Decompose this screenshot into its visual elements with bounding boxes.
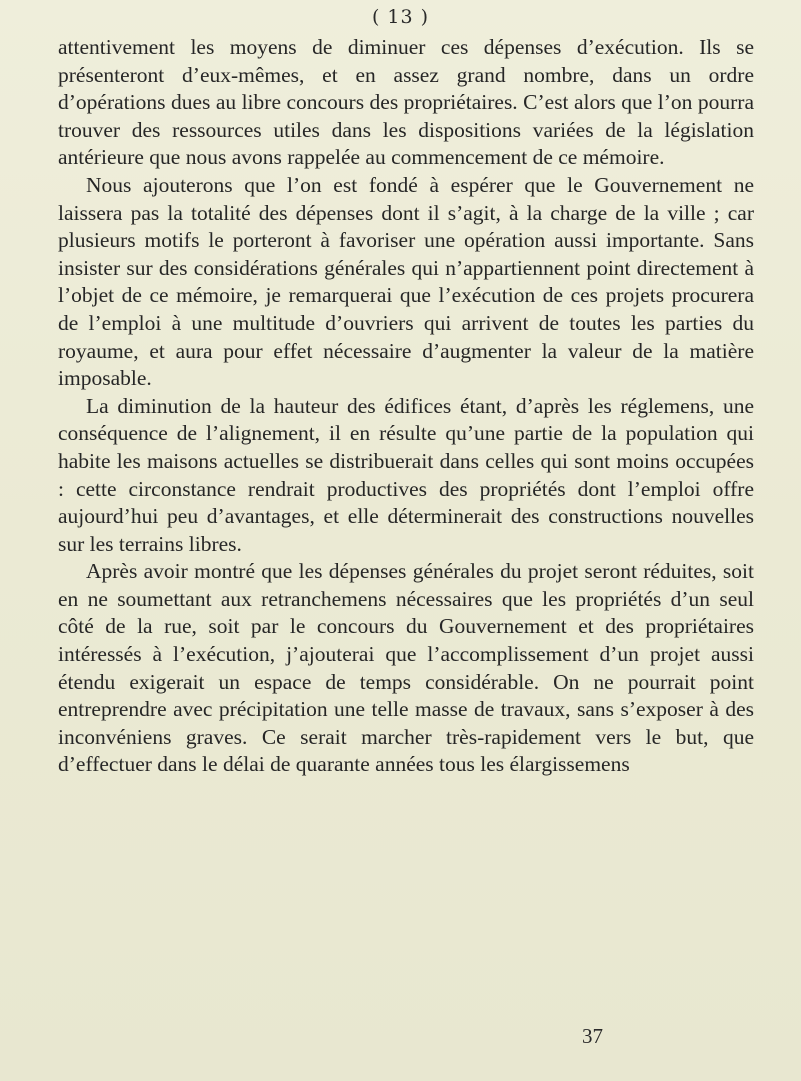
paragraph-3: La diminution de la hauteur des édifices étant, d’après les réglemens, une conséquence de l’alignement, il en résulte qu’une partie de la population qui habite les maisons actuelles se distribuerait dans celles qui sont moins occupées : cette circonstance rendrait productives des propriétés dont l’emploi offre aujourd’hui peu d’avantages, et elle déterminerait des constructions nouvelles sur les terrains libres. xyxy=(58,393,754,556)
paragraph-4: Après avoir montré que les dépenses générales du projet seront réduites, soit en ne soumettant aux retranchemens nécessaires que les propriétés d’un seul côté de la rue, soit par le concours du Gouvernement et des propriétaires intéressés à l’exécution, j’ajouterai que l’accomplissement d’un projet aussi étendu exigerait un espace de temps considérable. On ne pourrait point entreprendre avec précipitation une telle masse de travaux, sans s’exposer à des inconvéniens graves. Ce serait marcher très-rapidement vers le but, que d’effectuer dans le délai de quarante années tous les élargissemens xyxy=(58,559,754,777)
page-number-header: ( 13 ) xyxy=(371,6,430,28)
body-text xyxy=(58,34,754,779)
paragraph-1: attentivement les moyens de diminuer ces dépenses d’exécution. Ils se présenteront d’eux-mêmes, et en assez grand nombre, dans un ordre d’opérations dues au libre concours des propriétaires. C’est alors que l’on pourra trouver des ressources utiles dans les dispositions variées de la législation antérieure que nous avons rappelée au commencement de ce mémoire. xyxy=(58,35,754,170)
paragraph-2: Nous ajouterons que l’on est fondé à espérer que le Gouvernement ne laissera pas la totalité des dépenses dont il s’agit, à la charge de la ville ; car plusieurs motifs le porteront à favoriser une opération aussi importante. Sans insister sur des considérations générales qui n’appartiennent point directement à l’objet de ce mémoire, je remarquerai que l’exécution de ces projets procurera de l’emploi à une multitude d’ouvriers qui arrivent de toutes les parties du royaume, et aura pour effet nécessaire d’augmenter la valeur de la matière imposable. xyxy=(58,172,754,391)
signature-mark: 37 xyxy=(582,1024,603,1048)
